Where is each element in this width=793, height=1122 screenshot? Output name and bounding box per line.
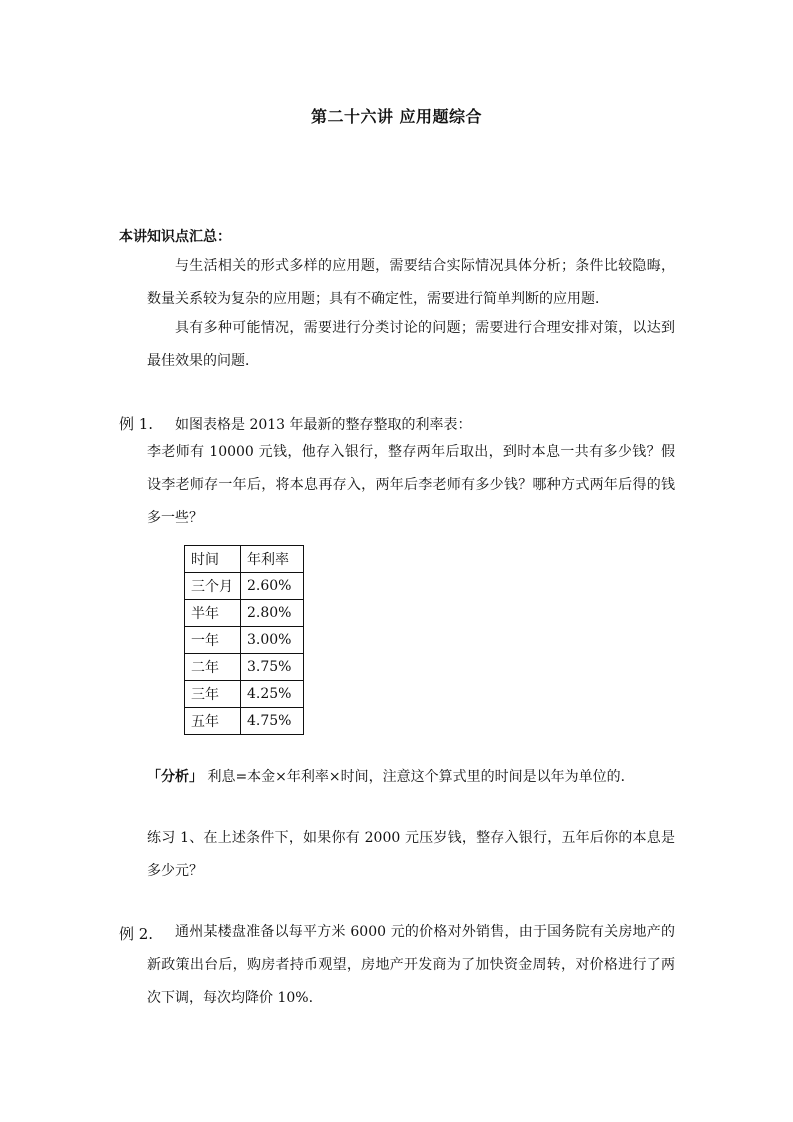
table-cell: 三个月 — [185, 573, 241, 600]
table-cell: 3.00% — [241, 627, 304, 654]
interest-rate-table — [184, 545, 304, 735]
table-cell: 2.60% — [241, 573, 304, 600]
table-row — [185, 681, 304, 708]
summary-paragraph: 具有多种可能情况，需要进行分类讨论的问题；需要进行合理安排对策，以达到最佳效果的问题． — [147, 320, 675, 369]
analysis-line — [147, 766, 635, 786]
table-cell: 4.25% — [241, 681, 304, 708]
table-header-row — [185, 546, 304, 573]
table-header-cell: 年利率 — [241, 546, 304, 573]
example2-label: 例 2. — [119, 925, 154, 943]
table-cell: 3.75% — [241, 654, 304, 681]
analysis-tag: 「分析」 — [147, 769, 203, 785]
analysis-text: 利息=本金×年利率×时间，注意这个算式里的时间是以年为单位的． — [207, 769, 635, 785]
table-row — [185, 573, 304, 600]
table-cell: 2.80% — [241, 600, 304, 627]
table-cell: 一年 — [185, 627, 241, 654]
practice1-text: 练习 1、在上述条件下，如果你有 2000 元压岁钱，整存入银行，五年后你的本息是多少元？ — [147, 830, 675, 879]
summary-paragraph: 与生活相关的形式多样的应用题，需要结合实际情况具体分析；条件比较隐晦，数量关系较为复杂的应用题；具有不确定性，需要进行简单判断的应用题． — [147, 258, 675, 307]
table-cell: 三年 — [185, 681, 241, 708]
example1-label: 例 1. — [119, 415, 154, 433]
table-cell: 4.75% — [241, 708, 304, 735]
table-cell: 五年 — [185, 708, 241, 735]
table-row — [185, 627, 304, 654]
summary-heading: 本讲知识点汇总： — [119, 229, 231, 245]
table-cell: 半年 — [185, 600, 241, 627]
table-row — [185, 654, 304, 681]
example2-text: 通州某楼盘准备以每平方米 6000 元的价格对外销售，由于国务院有关房地产的新政策出台后，购房者持币观望，房地产开发商为了加快资金周转，对价格进行了两次下调，每次均降价 10%. — [147, 924, 675, 1006]
example1-intro: 如图表格是 2013 年最新的整存整取的利率表： — [175, 417, 472, 433]
table-header-cell: 时间 — [185, 546, 241, 573]
example1-question: 李老师有 10000 元钱，他存入银行，整存两年后取出，到时本息一共有多少钱？假设李老师存一年后，将本息再存入，两年后李老师有多少钱？哪种方式两年后得的钱多一些？ — [147, 444, 675, 526]
table-cell: 二年 — [185, 654, 241, 681]
table-row — [185, 708, 304, 735]
page-title: 第二十六讲 应用题综合 — [310, 107, 483, 126]
table-row — [185, 600, 304, 627]
